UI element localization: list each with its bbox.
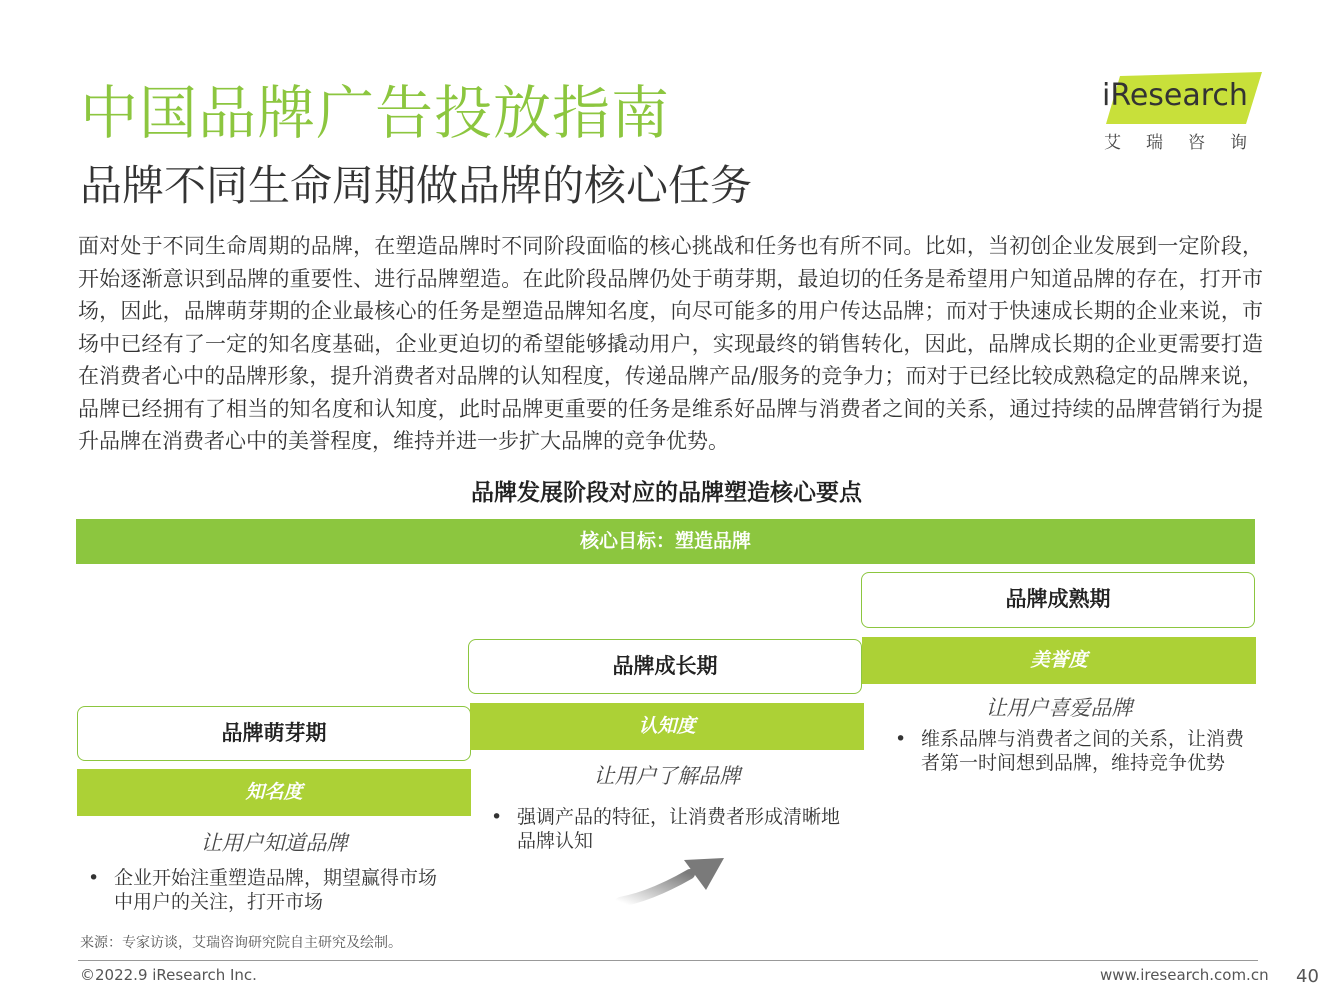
growth-arrow-icon xyxy=(612,852,732,910)
tagline-growth: 让用户了解品牌 xyxy=(593,764,741,788)
bullet-line: 品牌认知 xyxy=(517,830,594,852)
bullet-line: 企业开始注重塑造品牌，期望赢得市场 xyxy=(114,867,438,889)
copyright-text: ©2022.9 iResearch Inc. xyxy=(80,966,257,984)
stage-box-growth: 品牌成长期 xyxy=(468,639,862,694)
iresearch-logo xyxy=(1098,66,1272,156)
bullet-line: 者第一时间想到品牌，维持竞争优势 xyxy=(921,752,1226,774)
page-number: 40 xyxy=(1296,966,1319,987)
page-title: 中国品牌广告投放指南 xyxy=(80,79,671,147)
page-subtitle: 品牌不同生命周期做品牌的核心任务 xyxy=(80,161,753,210)
bullet-dot: • xyxy=(491,806,503,828)
logo-wordmark: iResearch xyxy=(1102,78,1248,113)
keyword-bar-reputation: 美誉度 xyxy=(862,637,1256,684)
bullet-sprout xyxy=(88,866,468,916)
bullet-dot: • xyxy=(88,867,100,889)
logo-chinese-name: 艾瑞咨询 xyxy=(1104,133,1272,153)
bullet-text-growth xyxy=(517,805,840,853)
source-note: 来源：专家访谈，艾瑞咨询研究院自主研究及绘制。 xyxy=(80,935,402,951)
tagline-sprout: 让用户知道品牌 xyxy=(200,831,348,855)
bullet-text-sprout xyxy=(114,866,437,914)
keyword-bar-awareness: 知名度 xyxy=(77,769,471,816)
bullet-line: 中用户的关注，打开市场 xyxy=(114,891,324,913)
tagline-mature: 让用户喜爱品牌 xyxy=(985,696,1133,720)
diagram-title: 品牌发展阶段对应的品牌塑造核心要点 xyxy=(471,480,862,506)
bullet-line: 强调产品的特征，让消费者形成清晰地 xyxy=(517,806,841,828)
core-goal-bar: 核心目标：塑造品牌 xyxy=(76,519,1255,564)
bullet-line: 维系品牌与消费者之间的关系，让消费 xyxy=(921,728,1245,750)
stage-box-mature: 品牌成熟期 xyxy=(861,572,1255,628)
stage-box-sprout: 品牌萌芽期 xyxy=(77,706,471,761)
footer-divider xyxy=(78,960,1258,961)
bullet-dot: • xyxy=(895,728,907,750)
keyword-bar-recognition: 认知度 xyxy=(470,703,864,750)
website-link[interactable]: www.iresearch.com.cn xyxy=(1100,966,1269,984)
bullet-text-mature xyxy=(921,727,1244,775)
bullet-mature xyxy=(895,727,1265,777)
intro-paragraph: 面对处于不同生命周期的品牌，在塑造品牌时不同阶段面临的核心挑战和任务也有所不同。比如，当初创企业发展到一定阶段，开始逐渐意识到品牌的重要性、进行品牌塑造。在此阶段品牌仍处于萌芽期，最迫切的任务是希望用户知道品牌的存在，打开市场，因此，品牌萌芽期的企业最核心的任务是塑造品牌知名度，向尽可能多的用户传达品牌；而对于快速成长期的企业来说，市场中已经有了一定的知名度基础，企业更迫切的希望能够撬动用户，实现最终的销售转化，因此，品牌成长期的企业更需要打造在消费者心中的品牌形象，提升消费者对品牌的认知程度，传递品牌产品/服务的竞争力；而对于已经比较成熟稳定的品牌来说，品牌已经拥有了相当的知名度和认知度，此时品牌更重要的任务是维系好品牌与消费者之间的关系，通过持续的品牌营销行为提升品牌在消费者心中的美誉程度，维持并进一步扩大品牌的竞争优势。 xyxy=(78,234,1263,453)
bullet-growth xyxy=(491,805,861,855)
